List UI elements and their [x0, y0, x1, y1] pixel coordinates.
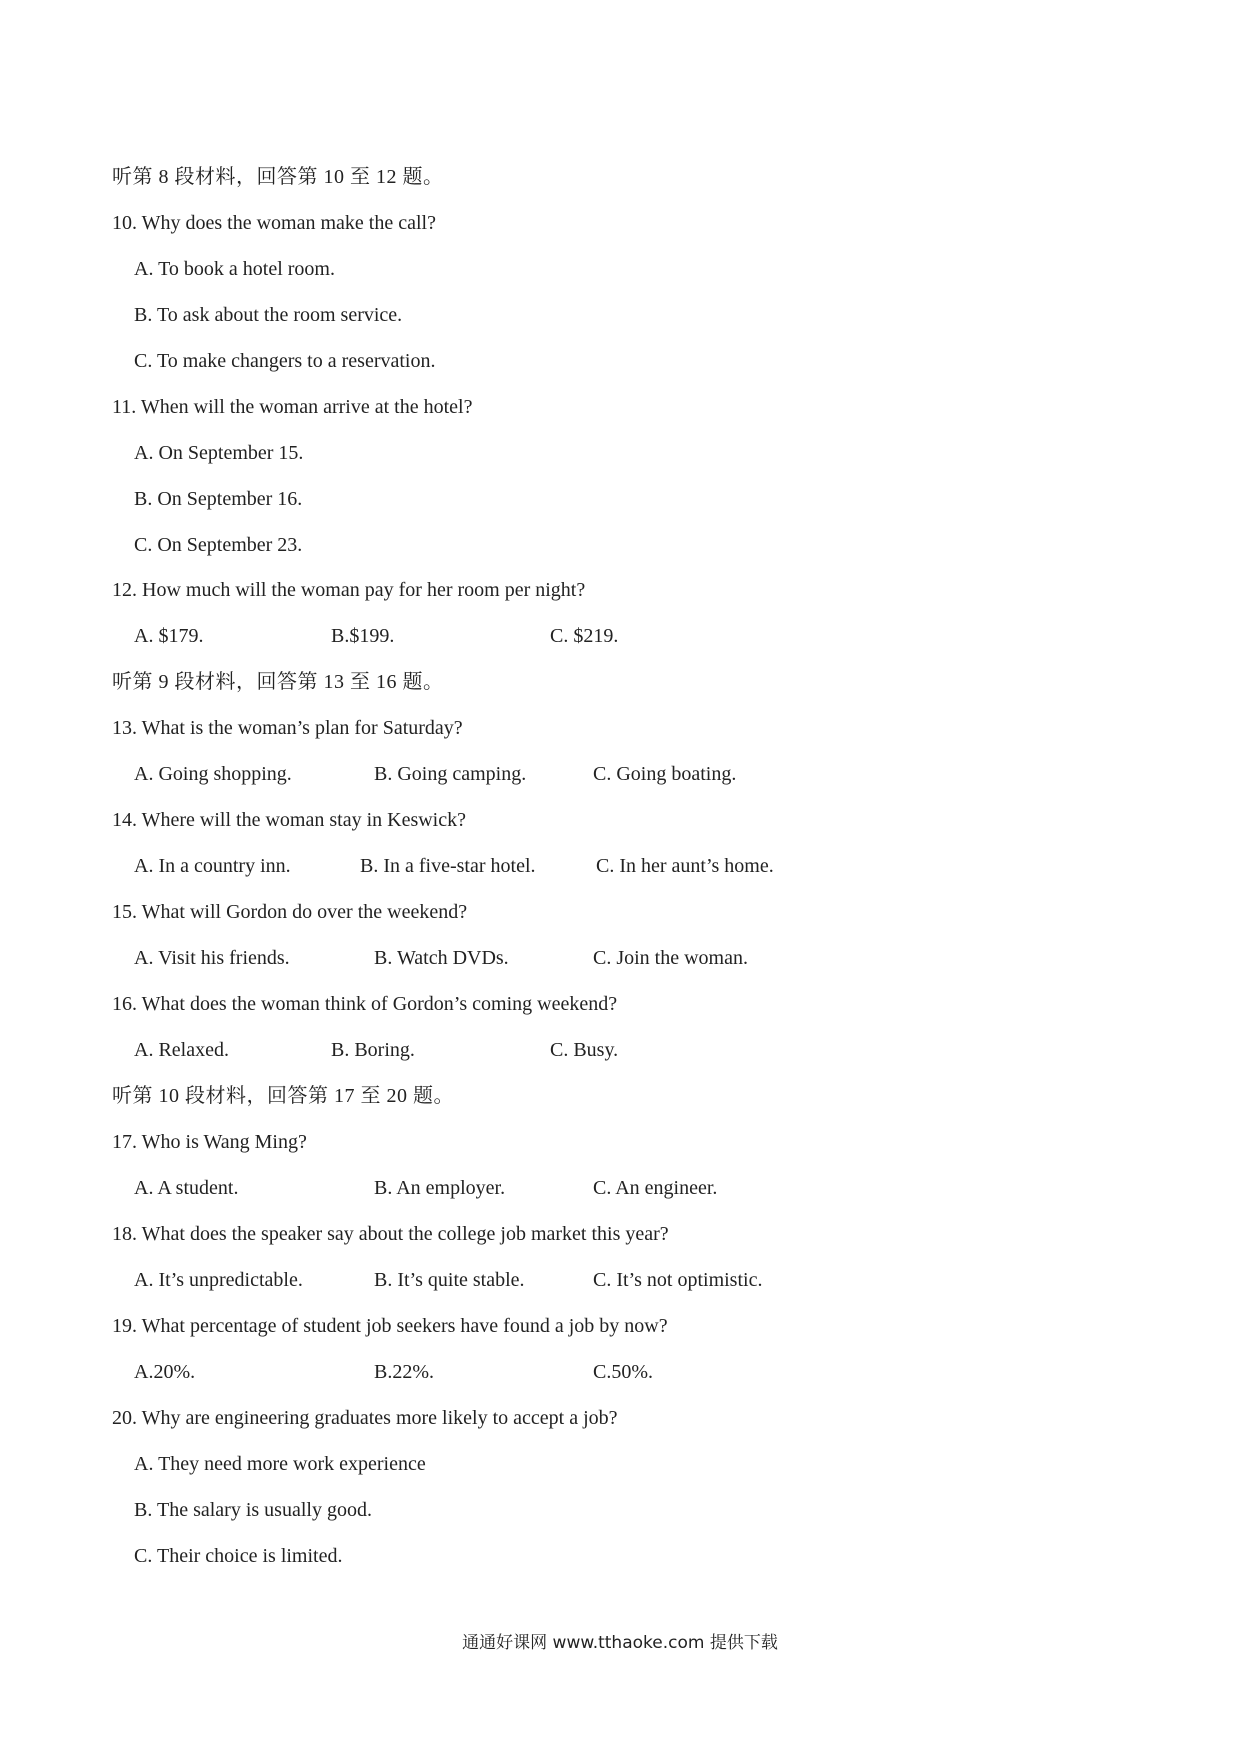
question-stem: 16. What does the woman think of Gordon’s coming weekend? — [112, 993, 618, 1015]
answer-option: B. In a five-star hotel. — [360, 855, 536, 877]
question-stem: 11. When will the woman arrive at the hotel? — [112, 396, 473, 418]
answer-option: A. A student. — [134, 1177, 239, 1199]
option-row — [134, 943, 1034, 973]
answer-option: C. To make changers to a reservation. — [134, 350, 436, 372]
question-stem: 15. What will Gordon do over the weekend? — [112, 901, 468, 923]
answer-option: A. In a country inn. — [134, 855, 291, 877]
option-row — [134, 621, 1034, 651]
answer-option: A. Relaxed. — [134, 1039, 229, 1061]
answer-option: A.20%. — [134, 1361, 196, 1383]
option-row — [134, 759, 1034, 789]
answer-option: C. On September 23. — [134, 534, 303, 556]
answer-option: A. Visit his friends. — [134, 947, 290, 969]
section-heading: 听第 8 段材料，回答第 10 至 12 题。 — [112, 166, 444, 188]
answer-option: B. Watch DVDs. — [374, 947, 509, 969]
answer-option: C. It’s not optimistic. — [593, 1269, 763, 1291]
answer-option: C. $219. — [550, 625, 619, 647]
option-row — [134, 851, 1034, 881]
option-row — [134, 1357, 1034, 1387]
option-row — [134, 1173, 1034, 1203]
question-stem: 10. Why does the woman make the call? — [112, 212, 436, 234]
question-stem: 13. What is the woman’s plan for Saturday? — [112, 717, 463, 739]
answer-option: C. Join the woman. — [593, 947, 748, 969]
answer-option: A. $179. — [134, 625, 204, 647]
question-stem: 17. Who is Wang Ming? — [112, 1131, 307, 1153]
answer-option: C. Their choice is limited. — [134, 1545, 343, 1567]
question-stem: 14. Where will the woman stay in Keswick? — [112, 809, 466, 831]
answer-option: B. The salary is usually good. — [134, 1499, 372, 1521]
question-stem: 12. How much will the woman pay for her room per night? — [112, 579, 586, 601]
answer-option: A. It’s unpredictable. — [134, 1269, 303, 1291]
page-footer: 通通好课网 www.tthaoke.com 提供下载 — [462, 1633, 778, 1653]
answer-option: A. Going shopping. — [134, 763, 292, 785]
answer-option: C. Busy. — [550, 1039, 619, 1061]
answer-option: B. To ask about the room service. — [134, 304, 403, 326]
section-heading: 听第 9 段材料，回答第 13 至 16 题。 — [112, 671, 444, 693]
answer-option: A. On September 15. — [134, 442, 304, 464]
option-row — [134, 1035, 1034, 1065]
option-row — [134, 1265, 1034, 1295]
question-stem: 19. What percentage of student job seekers have found a job by now? — [112, 1315, 668, 1337]
answer-option: C. An engineer. — [593, 1177, 718, 1199]
answer-option: C.50%. — [593, 1361, 653, 1383]
answer-option: B. Boring. — [331, 1039, 415, 1061]
answer-option: B. Going camping. — [374, 763, 527, 785]
answer-option: C. Going boating. — [593, 763, 737, 785]
question-stem: 18. What does the speaker say about the college job market this year? — [112, 1223, 669, 1245]
answer-option: B. On September 16. — [134, 488, 303, 510]
answer-option: B.22%. — [374, 1361, 434, 1383]
answer-option: C. In her aunt’s home. — [596, 855, 774, 877]
answer-option: B.$199. — [331, 625, 395, 647]
section-heading: 听第 10 段材料，回答第 17 至 20 题。 — [112, 1085, 454, 1107]
question-stem: 20. Why are engineering graduates more likely to accept a job? — [112, 1407, 618, 1429]
answer-option: B. It’s quite stable. — [374, 1269, 525, 1291]
answer-option: B. An employer. — [374, 1177, 506, 1199]
answer-option: A. They need more work experience — [134, 1453, 426, 1475]
answer-option: A. To book a hotel room. — [134, 258, 335, 280]
